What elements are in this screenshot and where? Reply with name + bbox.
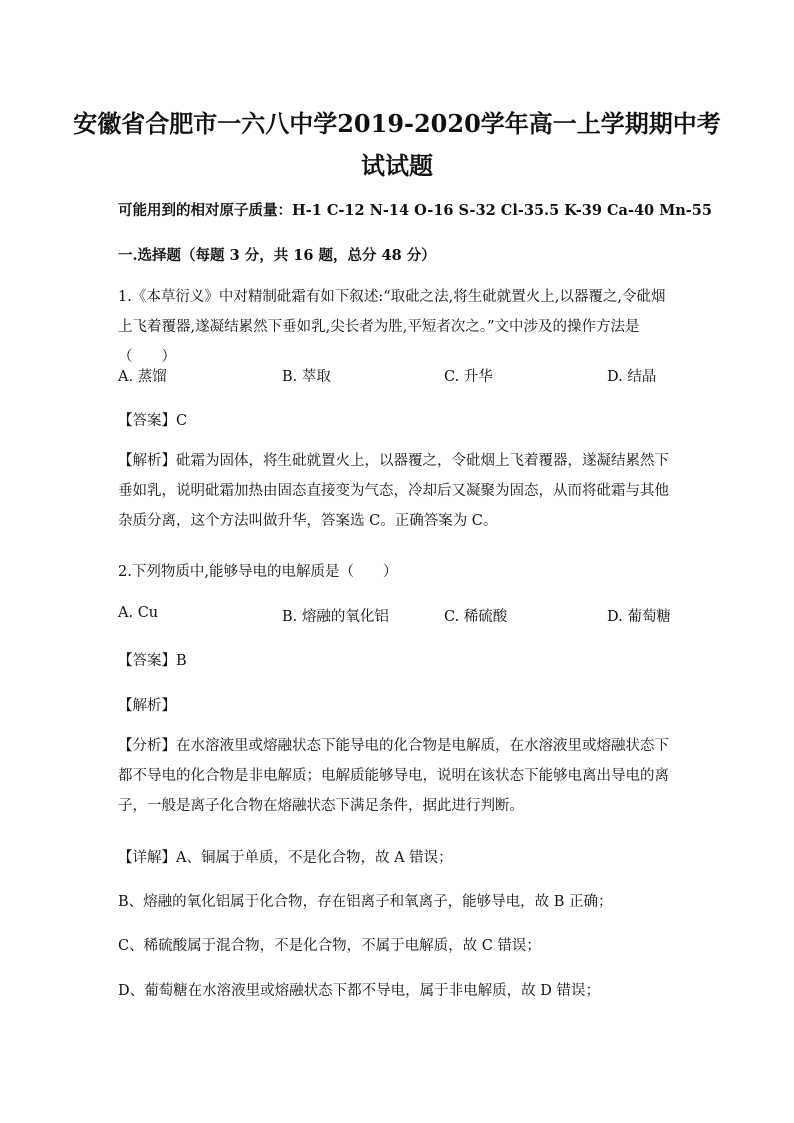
question-1-option-b: B. 萃取: [282, 369, 331, 385]
question-1-option-a: A. 蒸馏: [118, 369, 167, 385]
question-2-fenxi: 【分析】在水溶液里或熔融状态下能导电的化合物是电解质，在水溶液里或熔融状态下都不导电的化合物是非电解质；电解质能够导电，说明在该状态下能够电离出导电的离子，一般是离子化合物在熔融状态下满足条件，据此进行判断。: [118, 738, 669, 814]
question-2-detail-b: B、熔融的氧化铝属于化合物，存在铝离子和氧离子，能够导电，故 B 正确；: [118, 894, 613, 910]
question-2-option-b: B. 熔融的氧化铝: [282, 609, 389, 625]
question-1-answer: 【答案】C: [118, 413, 188, 429]
document-title-line-2: 试试题: [361, 151, 433, 180]
question-1-option-d: D. 结晶: [607, 369, 657, 385]
question-1-stem: 1.《本草衍义》中对精制砒霜有如下叙述:“取砒之法,将生砒就置火上,以器覆之,令砒烟上飞着覆器,遂凝结累然下垂如乳,尖长者为胜,平短者次之。”文中涉及的操作方法是（ ）: [118, 289, 666, 365]
question-2-analysis-label: 【解析】: [118, 698, 176, 714]
question-1-option-c: C. 升华: [444, 369, 493, 385]
question-2-option-a: A. Cu: [118, 605, 159, 621]
question-1-analysis: 【解析】砒霜为固体，将生砒就置火上，以器覆之，令砒烟上飞着覆器，遂凝结累然下垂如乳，说明砒霜加热由固态直接变为气态，冷却后又凝聚为固态，从而将砒霜与其他杂质分离，这个方法叫做升华，答案选 C。正确答案为 C。: [118, 453, 669, 529]
document-title-line-1: 安徽省合肥市一六八中学2019-2020学年高一上学期期中考: [73, 109, 721, 138]
section-heading: 一.选择题（每题 3 分，共 16 题，总分 48 分）: [118, 247, 436, 264]
question-2-detail-c: C、稀硫酸属于混合物，不是化合物，不属于电解质，故 C 错误；: [118, 938, 541, 954]
question-2-answer: 【答案】B: [118, 653, 187, 669]
question-2-option-c: C. 稀硫酸: [444, 609, 508, 625]
question-2-stem: 2.下列物质中,能够导电的电解质是（ ）: [118, 564, 398, 580]
question-2-detail-d: D、葡萄糖在水溶液里或熔融状态下都不导电，属于非电解质，故 D 错误；: [118, 983, 600, 999]
atomic-masses-note: 可能用到的相对原子质量：H-1 C-12 N-14 O-16 S-32 Cl-35.5 K-39 Ca-40 Mn-55: [118, 202, 712, 219]
question-2-option-d: D. 葡萄糖: [607, 609, 671, 625]
question-2-detail-a: 【详解】A、铜属于单质，不是化合物，故 A 错误；: [118, 850, 453, 866]
